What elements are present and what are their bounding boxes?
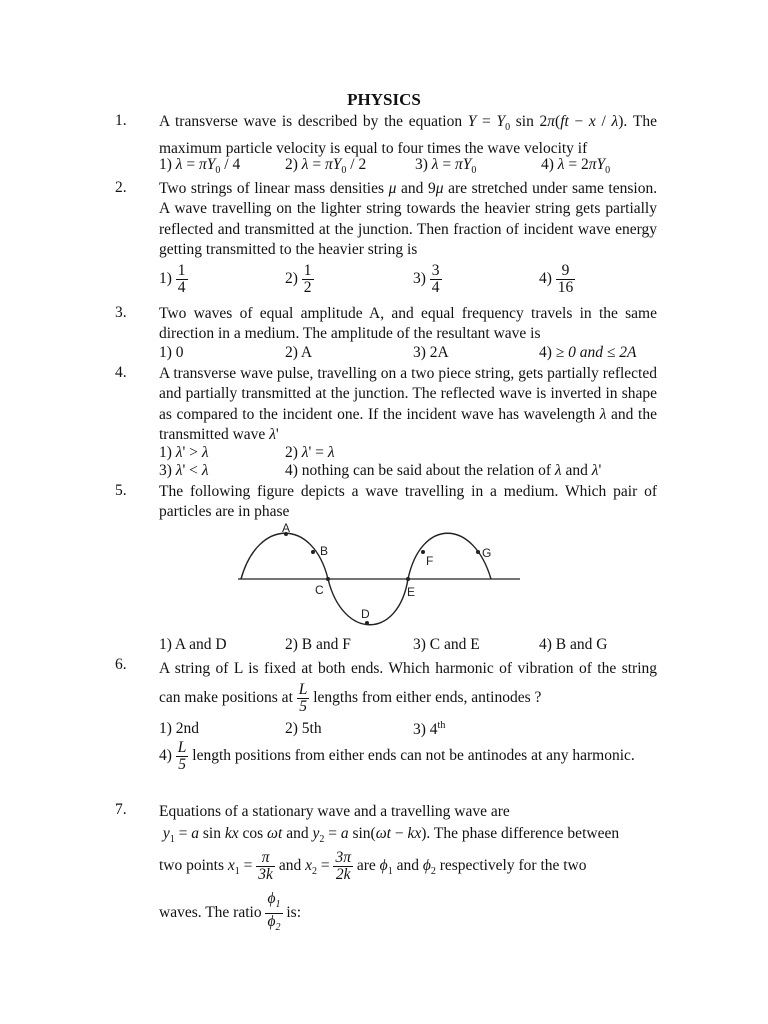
wave-figure: [233, 518, 523, 628]
option-3[interactable]: 3) λ' < λ: [159, 462, 209, 479]
particle-f-marker: [421, 550, 425, 554]
option-1[interactable]: 1) $\lambda = \pi Y_0 / 4$: [159, 156, 241, 177]
particle-label-c: C: [315, 583, 324, 597]
particle-c-marker: [326, 577, 330, 581]
question-text-continued: two points $x_1$ = $\frac{\pi}{3k}$ and $x_2$ = $\frac{3\pi}{2k}$ are $\phi_1$ and $\phi_2$ respectively for the two: [159, 848, 587, 883]
option-4[interactable]: 4) $\frac{9}{16}$: [539, 262, 574, 296]
option-3[interactable]: 3) 4th: [413, 720, 446, 739]
equation: $Y = Y_0$ sin 2π(ft − x / λ): [467, 113, 624, 134]
option-2[interactable]: 2) $\frac{1}{2}$: [285, 262, 312, 296]
particle-label-b: B: [320, 544, 329, 558]
particle-label-a: A: [282, 521, 291, 535]
particle-label-d: D: [361, 607, 370, 621]
option-1[interactable]: 1) $\frac{1}{4}$: [159, 262, 186, 296]
option-3[interactable]: 3) $\lambda = \pi Y_0$: [415, 156, 477, 177]
option-1[interactable]: 1) 0: [159, 344, 184, 361]
option-4[interactable]: 4) nothing can be said about the relation of λ and λ': [285, 462, 602, 479]
option-1[interactable]: 1) λ' > λ: [159, 444, 209, 461]
question-text: A string of L is fixed at both ends. Which harmonic of vibration of the string can make positions at $\frac{L}{5}$ lengths from either ends, antinodes ?: [159, 660, 657, 715]
question-number: 2.: [115, 179, 127, 196]
particle-label-g: G: [482, 546, 492, 560]
particle-d-marker: [365, 621, 369, 625]
question-text: Two strings of linear mass densities μ and 9μ are stretched under same tension. A wave travelling on the lighter string towards the heavier string gets partially reflected and transmitted at the junction. Then fraction of incident wave energy getting transmitted to the heavier string is: [159, 180, 658, 259]
option-4[interactable]: 4) B and G: [539, 636, 608, 653]
question-number: 3.: [115, 304, 127, 321]
option-1[interactable]: 1) A and D: [159, 636, 227, 653]
particle-label-e: E: [407, 585, 416, 599]
question-text: Two waves of equal amplitude A, and equal frequency travels in the same direction in a medium. The amplitude of the resultant wave is: [159, 305, 657, 343]
question-number: 6.: [115, 656, 127, 673]
question-text: A transverse wave pulse, travelling on a two piece string, gets partially reflected and partially transmitted at the junction. The reflected wave is inverted in shape as compared to the incident one. If the incident wave has wavelength λ and the transmitted wave λ': [159, 365, 657, 444]
question-text-end: waves. The ratio $\frac{\phi_1}{\phi_2}$ is:: [159, 890, 302, 934]
option-1[interactable]: 1) 2nd: [159, 720, 200, 737]
question-number: 5.: [115, 482, 127, 499]
option-2[interactable]: 2) A: [285, 344, 313, 361]
option-3[interactable]: 3) 2A: [413, 344, 449, 361]
question-text: A transverse wave is described by the equation $Y = Y_0$ sin 2π(ft − x / λ). The maximum particle velocity is equal to four times the wave velocity if: [159, 113, 657, 157]
particle-g-marker: [476, 550, 480, 554]
option-4[interactable]: 4) $\lambda = 2\pi Y_0$: [541, 156, 611, 177]
question-number: 7.: [115, 801, 127, 818]
option-3[interactable]: 3) $\frac{3}{4}$: [413, 262, 440, 296]
particle-label-f: F: [426, 554, 434, 568]
option-2[interactable]: 2) $\lambda = \pi Y_0 / 2$: [285, 156, 367, 177]
option-2[interactable]: 2) 5th: [285, 720, 322, 737]
particle-e-marker: [406, 577, 410, 581]
question-number: 4.: [115, 364, 127, 381]
option-3[interactable]: 3) C and E: [413, 636, 480, 653]
option-4[interactable]: 4) ≥ 0 and ≤ 2A: [539, 344, 637, 361]
option-2[interactable]: 2) λ' = λ: [285, 444, 335, 461]
question-text: The following figure depicts a wave travelling in a medium. Which pair of particles are in phase: [159, 483, 657, 521]
question-text: Equations of a stationary wave and a travelling wave are $y_1 = a$ sin kx cos ωt and $y_2 = a$ sin(ωt − kx). The phase difference between: [159, 803, 620, 846]
option-2[interactable]: 2) B and F: [285, 636, 351, 653]
option-4[interactable]: 4) $\frac{L}{5}$ length positions from either ends can not be antinodes at any harmonic.: [159, 739, 635, 773]
page-title: PHYSICS: [347, 90, 421, 109]
question-number: 1.: [115, 112, 127, 129]
particle-b-marker: [311, 550, 315, 554]
